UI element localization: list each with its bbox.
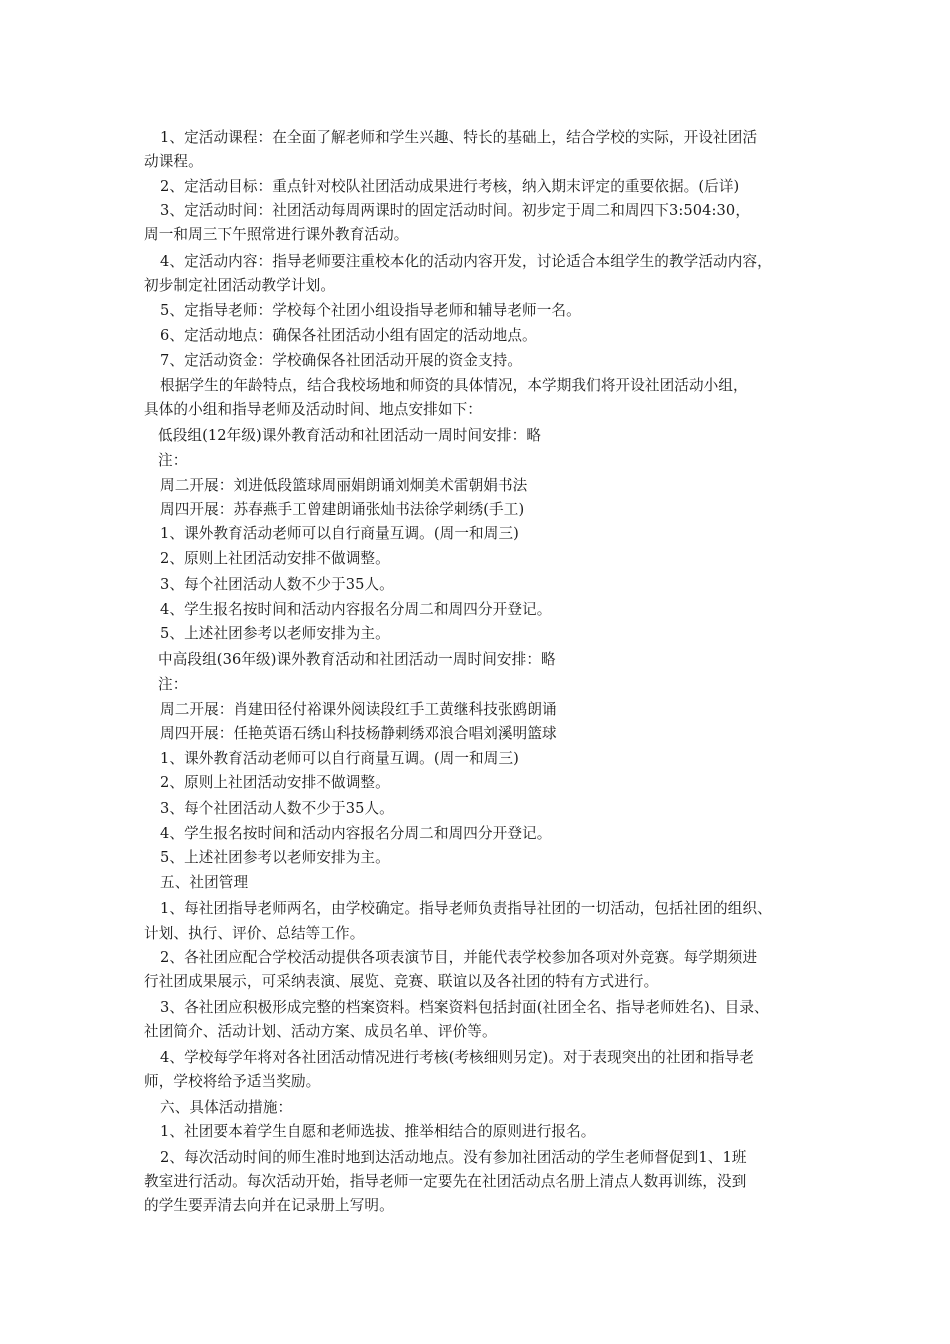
text-line: 注：	[158, 452, 188, 469]
text-line: 计划、执行、评价、总结等工作。	[144, 925, 365, 942]
text-line: 2、每次活动时间的师生准时地到达活动地点。没有参加社团活动的学生老师督促到1、1班	[160, 1149, 747, 1166]
text-line: 5、定指导老师：学校每个社团小组设指导老师和辅导老师一名。	[160, 302, 581, 319]
text-line: 根据学生的年龄特点，结合我校场地和师资的具体情况，本学期我们将开设社团活动小组，	[160, 377, 748, 394]
text-line: 7、定活动资金：学校确保各社团活动开展的资金支持。	[160, 352, 523, 369]
text-line: 周四开展：任艳英语石绣山科技杨静刺绣邓浪合唱刘溪明篮球	[160, 725, 557, 742]
text-line: 3、每个社团活动人数不少于35人。	[160, 800, 394, 817]
text-line: 的学生要弄清去向并在记录册上写明。	[144, 1197, 394, 1214]
text-line: 3、定活动时间：社团活动每周两课时的固定活动时间。初步定于周二和周四下3:504:30，	[160, 202, 751, 219]
text-line: 初步制定社团活动教学计划。	[144, 277, 336, 294]
text-line: 低段组(12年级)课外教育活动和社团活动一周时间安排：略	[158, 427, 542, 444]
text-line: 1、社团要本着学生自愿和老师选拔、推举相结合的原则进行报名。	[160, 1123, 596, 1140]
text-line: 4、学生报名按时间和活动内容报名分周二和周四分开登记。	[160, 825, 552, 842]
text-line: 4、学校每学年将对各社团活动情况进行考核(考核细则另定)。对于表现突出的社团和指导老	[160, 1049, 755, 1066]
text-line: 周二开展：刘进低段篮球周丽娟朗诵刘炯美术雷朝娟书法	[160, 477, 528, 494]
text-line: 2、原则上社团活动安排不做调整。	[160, 550, 390, 567]
text-line: 1、课外教育活动老师可以自行商量互调。(周一和周三)	[160, 525, 519, 542]
text-line: 5、上述社团参考以老师安排为主。	[160, 625, 390, 642]
section-heading: 六、具体活动措施：	[160, 1099, 293, 1116]
text-line: 注：	[158, 676, 188, 693]
text-line: 3、每个社团活动人数不少于35人。	[160, 576, 394, 593]
text-line: 周一和周三下午照常进行课外教育活动。	[144, 226, 409, 243]
text-line: 具体的小组和指导老师及活动时间、地点安排如下：	[144, 401, 482, 418]
text-line: 3、各社团应积极形成完整的档案资料。档案资料包括封面(社团全名、指导老师姓名)、目录、	[160, 999, 769, 1016]
text-line: 2、定活动目标：重点针对校队社团活动成果进行考核，纳入期末评定的重要依据。(后详)	[160, 178, 740, 195]
text-line: 1、课外教育活动老师可以自行商量互调。(周一和周三)	[160, 750, 519, 767]
text-line: 动课程。	[144, 153, 203, 170]
text-line: 中高段组(36年级)课外教育活动和社团活动一周时间安排：略	[158, 651, 556, 668]
text-line: 6、定活动地点：确保各社团活动小组有固定的活动地点。	[160, 327, 537, 344]
text-line: 周四开展：苏春燕手工曾建朗诵张灿书法徐学刺绣(手工)	[160, 501, 525, 518]
text-line: 1、定活动课程：在全面了解老师和学生兴趣、特长的基础上，结合学校的实际，开设社团活	[160, 129, 758, 146]
text-line: 教室进行活动。每次活动开始，指导老师一定要先在社团活动点名册上清点人数再训练，没到	[144, 1173, 747, 1190]
text-line: 2、原则上社团活动安排不做调整。	[160, 774, 390, 791]
text-line: 行社团成果展示，可采纳表演、展览、竞赛、联谊以及各社团的特有方式进行。	[144, 973, 659, 990]
text-line: 5、上述社团参考以老师安排为主。	[160, 849, 390, 866]
text-line: 4、学生报名按时间和活动内容报名分周二和周四分开登记。	[160, 601, 552, 618]
text-line: 4、定活动内容：指导老师要注重校本化的活动内容开发，讨论适合本组学生的教学活动内容，	[160, 253, 772, 270]
text-line: 2、各社团应配合学校活动提供各项表演节目，并能代表学校参加各项对外竞赛。每学期须进	[160, 949, 758, 966]
text-line: 社团简介、活动计划、活动方案、成员名单、评价等。	[144, 1023, 497, 1040]
text-line: 周二开展：肖建田径付裕课外阅读段红手工黄继科技张鸥朗诵	[160, 701, 557, 718]
section-heading: 五、社团管理	[160, 874, 249, 891]
text-line: 1、每社团指导老师两名，由学校确定。指导老师负责指导社团的一切活动，包括社团的组织、	[160, 900, 772, 917]
text-line: 师，学校将给予适当奖励。	[144, 1073, 321, 1090]
